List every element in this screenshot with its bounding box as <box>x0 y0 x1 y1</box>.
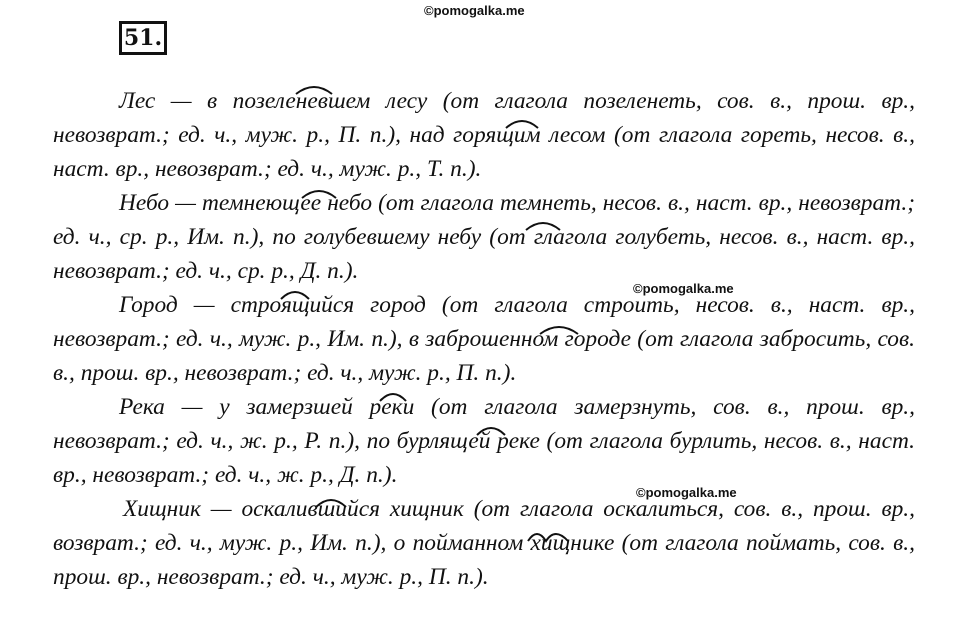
paragraph-nebo <box>53 186 915 288</box>
suffix-mark-icon <box>294 82 334 96</box>
text-line: невозврат.; ед. ч., ж. р., Р. п.), по бурлящей реке (от глагола бурлить, несов. <box>53 428 830 454</box>
watermark-top: ©pomogalka.me <box>424 3 525 18</box>
text-line: Хищник — оскалившийся хищник (от глагола оскалиться, сов. в., прош. <box>123 496 882 522</box>
text-line: забросить, сов. в., прош. вр., невозврат.; ед. ч., муж. р., П. п.). <box>53 326 915 386</box>
text-line: вр., возврат.; ед. ч., муж. р., Им. п.), о пойманном хищнике (от глагола <box>53 496 915 556</box>
text-line: в., наст. вр., невозврат.; ед. ч., ж. р., Д. п.). <box>53 428 915 488</box>
watermark-middle: ©pomogalka.me <box>633 281 734 296</box>
answer-text <box>53 84 915 594</box>
suffix-mark-icon <box>504 116 540 130</box>
text-line: Город — строящийся город (от глагола строить, несов. в., наст. вр., <box>119 292 915 318</box>
text-line: Река — у замерзшей реки (от глагола замерзнуть, сов. в., прош. вр., <box>119 394 915 420</box>
paragraph-les <box>53 84 915 186</box>
suffix-mark-icon <box>314 495 348 509</box>
text-line: невозврат.; ед. ч., муж. р., Им. п.), в заброшенном городе (от глагола <box>53 326 760 352</box>
suffix-mark-icon <box>538 322 580 336</box>
suffix-mark-icon <box>300 186 338 200</box>
text-line: несов. в., наст. вр., невозврат.; ед. ч., муж. р., Т. п.). <box>53 122 916 182</box>
suffix-mark-icon <box>524 218 562 232</box>
text-line: несов. в., наст. вр., невозврат.; ед. ч., ср. р., Д. п.). <box>53 224 915 284</box>
paragraph-hishnik <box>53 492 915 594</box>
text-line: поймать, сов. в., прош. вр., невозврат.; ед. ч., муж. р., П. п.). <box>53 530 915 590</box>
suffix-mark-icon <box>526 529 570 543</box>
watermark-lower: ©pomogalka.me <box>636 485 737 500</box>
text-line: Лес — в позеленевшем лесу (от глагола позеленеть, сов. в., прош. вр., <box>119 88 915 114</box>
suffix-mark-icon <box>475 423 507 437</box>
paragraph-reka <box>53 390 915 492</box>
paragraph-gorod <box>53 288 915 390</box>
text-line: невозврат.; ед. ч., ср. р., Им. п.), по голубевшему небу (от глагола голубеть, <box>53 190 915 250</box>
text-line: Небо — темнеющее небо (от глагола темнеть, несов. в., наст. вр., <box>119 190 799 216</box>
exercise-number: 51. <box>119 21 167 55</box>
suffix-mark-icon <box>378 389 408 403</box>
text-line: невозврат.; ед. ч., муж. р., П. п.), над горящим лесом (от глагола гореть, <box>53 122 826 148</box>
suffix-mark-icon <box>279 287 311 301</box>
